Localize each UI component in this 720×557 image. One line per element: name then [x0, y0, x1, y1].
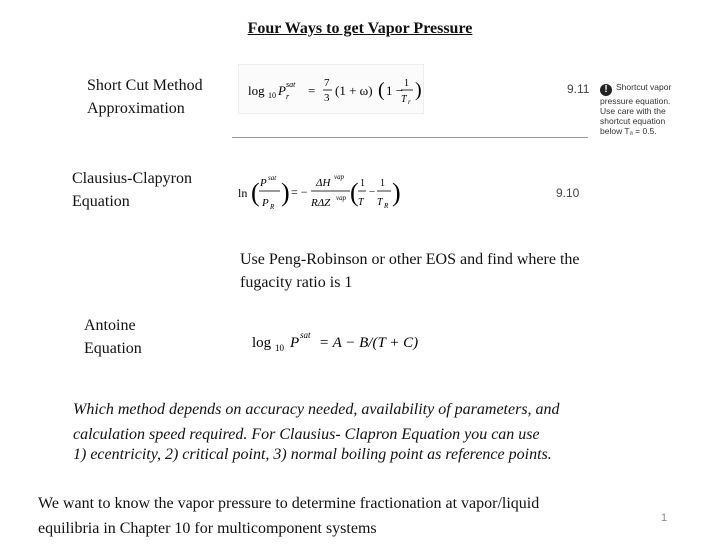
antoine-label	[84, 314, 142, 360]
method-note-line3: 1) ecentricity, 2) critical point, 3) normal boiling point as reference points.	[73, 446, 552, 463]
eq-bracket-l: (	[378, 79, 385, 101]
clausius-eq-number: 9.10	[556, 186, 580, 200]
cc-psat: P	[260, 177, 267, 189]
eq-seven: 7	[324, 77, 330, 89]
eq-p: P	[278, 83, 286, 98]
shortcut-note	[600, 82, 710, 136]
note-line-2: pressure equation.	[600, 96, 671, 106]
an-log: log	[252, 335, 272, 351]
note-line-3: Use care with the	[600, 106, 666, 116]
page-number: 1	[661, 512, 668, 524]
shortcut-label-line1: Short Cut Method	[87, 77, 203, 94]
cc-one-b: 1	[380, 178, 385, 189]
cc-vap-2: vap	[336, 194, 347, 202]
method-note-line2: calculation speed required. For Clausius- Clapron Equation you can use	[73, 426, 540, 443]
cc-t: T	[358, 197, 364, 208]
cc-paren-r2: )	[392, 178, 401, 207]
cc-rdz: RΔZ	[311, 197, 331, 209]
footer-line1: We want to know the vapor pressure to determine fractionation at vapor/liquid	[38, 495, 540, 512]
an-sat: sat	[300, 330, 311, 340]
cc-tr-sub: R	[384, 202, 389, 210]
cc-dh: ΔH	[316, 177, 331, 189]
cc-paren-l: (	[251, 178, 260, 207]
cc-vap: vap	[334, 173, 345, 181]
antoine-equation	[250, 326, 450, 358]
warning-icon: !	[600, 84, 612, 96]
eos-text-line1: Use Peng-Robinson or other EOS and find where the	[240, 251, 580, 268]
cc-minus: −	[369, 186, 376, 198]
eq-sat: sat	[286, 80, 296, 89]
an-10: 10	[275, 343, 284, 353]
note-line-4: shortcut equation	[600, 116, 666, 126]
slide-title: Four Ways to get Vapor Pressure	[247, 20, 473, 37]
cc-paren-r: )	[281, 178, 290, 207]
footer-line2: equilibria in Chapter 10 for multicomponent systems	[38, 520, 377, 537]
eq-bracket-r: )	[415, 79, 422, 101]
footer-text	[38, 491, 539, 541]
divider	[232, 137, 588, 138]
eos-text-line2: fugacity ratio is 1	[240, 274, 353, 291]
eq-equals: =	[308, 83, 316, 98]
shortcut-label-line2: Approximation	[87, 100, 185, 117]
antoine-label-line2: Equation	[84, 340, 142, 357]
cc-sat: sat	[268, 174, 277, 182]
shortcut-eq-number: 9.11	[567, 82, 590, 96]
clausius-label-line1: Clausius-Clapyron	[72, 170, 192, 187]
eq-log: log	[248, 83, 265, 98]
clausius-label-line2: Equation	[72, 193, 130, 210]
eq-three: 3	[324, 92, 330, 104]
note-line-1: Shortcut vapor	[616, 82, 672, 92]
shortcut-equation	[238, 64, 424, 114]
cc-ln: ln	[238, 186, 248, 200]
cc-one-a: 1	[360, 178, 365, 189]
eq-paren: (1 + ω)	[335, 83, 373, 98]
cc-tr: T	[377, 197, 383, 208]
method-note	[73, 398, 560, 466]
eq-log-sub: 10	[268, 91, 276, 100]
clausius-equation	[236, 168, 406, 218]
shortcut-label	[87, 74, 203, 120]
method-note-line1: Which method depends on accuracy needed, availability of parameters, and	[73, 401, 560, 418]
eq-num: 1	[404, 78, 409, 89]
eq-one: 1 −	[386, 83, 404, 98]
cc-eq: = −	[291, 185, 308, 199]
note-line-5: below Tₐ = 0.5.	[600, 126, 657, 136]
an-rest: = A − B/(T + C)	[319, 335, 419, 351]
eq-tr-sub: r	[408, 98, 411, 106]
eq-r: r	[286, 92, 290, 101]
cc-paren-l2: (	[350, 178, 359, 207]
an-p: P	[290, 335, 300, 351]
eq-tr: T	[401, 94, 407, 105]
cc-pr: P	[262, 197, 269, 209]
antoine-label-line1: Antoine	[84, 317, 136, 334]
eos-text	[240, 248, 580, 294]
clausius-label	[72, 167, 192, 213]
cc-r: R	[270, 203, 275, 211]
